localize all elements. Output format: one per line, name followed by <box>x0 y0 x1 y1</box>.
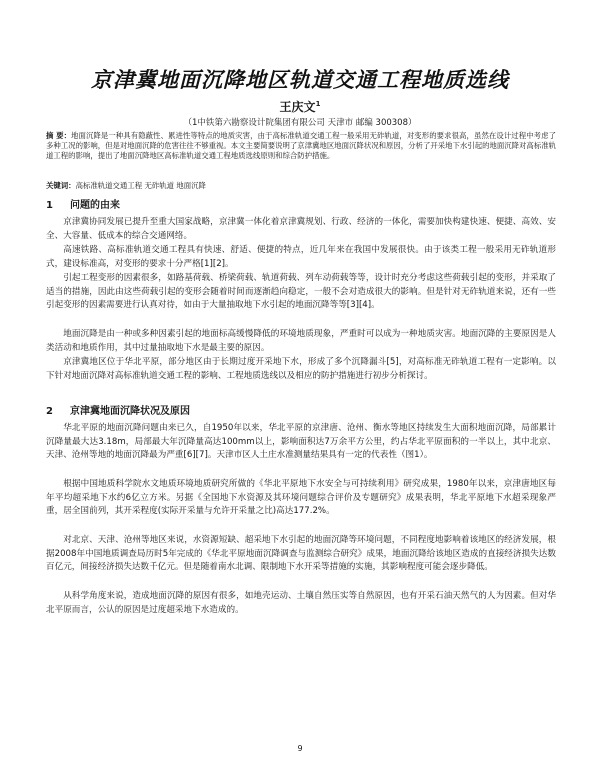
paragraph: 根据中国地质科学院水文地质环境地质研究所做的《华北平原地下水安全与可持续利用》研究成果，1980年以来，京津唐地区每年平均超采地下水约6亿立方米。另据《全国地下水资源及其环境问题综合评价及专题研究》成果表明，华北平原地下水超采现象严重，居全国前列，其开采程度(实际开采量与允许开采量之比)高达177.2%。 <box>46 479 556 517</box>
abstract-text: 地面沉降是一种具有隐蔽性、累进性等特点的地质灾害，由于高标准轨道交通工程一般采用无砟轨道，对变形的要求很高，虽然在设计过程中考虑了多种工况的影响，但是对地面沉降的危害往往不够重视。本文主要简要说明了京津冀地区地面沉降状况和原因，分析了开采地下水引起的地面沉降对高标准轨道工程的影响，提出了地面沉降地区高标准轨道交通工程地质选线原则和综合防护措施。 <box>46 131 556 160</box>
section-title: 京津冀地面沉降状况及原因 <box>70 406 190 417</box>
paragraph: 高速铁路、高标准轨道交通工程具有快速、舒适、便捷的特点，近几年来在我国中发展很快。由于该类工程一般采用无砟轨道形式，建设标准高，对变形的要求十分严格[1][2]。 <box>46 245 556 269</box>
section-heading-1 <box>46 199 556 213</box>
paper-title: 京津冀地面沉降地区轨道交通工程地质选线 <box>91 67 509 92</box>
keywords-text: 高标准轨道交通工程 无砟轨道 地面沉降 <box>75 181 206 190</box>
abstract <box>46 131 556 161</box>
paragraph: 京津冀协同发展已提升至重大国家战略，京津冀一体化着京津冀规划、行政、经济的一体化，需要加快构建快速、便捷、高效、安全、大容量、低成本的综合交通网络。 <box>46 217 556 241</box>
section-number: 2 <box>46 406 53 417</box>
author-name: 王庆文 <box>279 100 316 114</box>
author-superscript: 1 <box>315 100 321 108</box>
section-title: 问题的由来 <box>70 200 120 211</box>
author-line <box>0 98 600 115</box>
abstract-label: 摘 要： <box>46 131 72 140</box>
affiliation: （1中铁第六勘察设计院集团有限公司 天津市 邮编 300308） <box>183 118 417 128</box>
paragraph: 引起工程变形的因素很多，如路基荷载、桥梁荷载、轨道荷载、列车动荷载等等，设计时充分考虑这些荷载引起的变形，并采取了适当的措施，因此由这些荷载引起的变形会随着时间而逐渐趋向稳定，一般不会对造成很大的影响。但是针对无砟轨道来说，还有一些引起变形的因素需要进行认真对待，如由于大量抽取地下水引起的地面沉降等等[3][4]。 <box>46 273 556 311</box>
section-number: 1 <box>46 200 53 211</box>
page-number: 9 <box>297 744 303 753</box>
paragraph: 京津冀地区位于华北平原，部分地区由于长期过度开采地下水，形成了多个沉降漏斗[5]，对高标准无砟轨道工程有一定影响。以下针对地面沉降对高标准轨道交通工程的影响、工程地质选线以及相应的防护措施进行初步分析探讨。 <box>46 357 556 381</box>
paragraph: 从科学角度来说，造成地面沉降的原因有很多，如地壳运动、土壤自然压实等自然原因，也有开采石油天然气的人为因素。但对华北平原而言，公认的原因是过度超采地下水造成的。 <box>46 591 556 615</box>
paragraph: 对北京、天津、沧州等地区来说，水资源短缺、超采地下水引起的地面沉降等环境问题，不同程度地影响着该地区的经济发展，根据2008年中国地质调查局历时5年完成的《华北平原地面沉降调查与监测综合研究》成果，地面沉降给该地区造成的直接经济损失达数百亿元，间接经济损失达数千亿元。但是随着南水北调、限制地下水开采等措施的实施，其影响程度可能会逐步降低。 <box>46 535 556 573</box>
keywords-label: 关键词： <box>46 181 76 190</box>
keywords <box>46 181 556 191</box>
paragraph: 华北平原的地面沉降问题由来已久，自1950年以来，华北平原的京津唐、沧州、衡水等地区持续发生大面积地面沉降，局部累计沉降量最大达3.18m，局部最大年沉降量高达100mm以上，影响面积达7万余平方公里，约占华北平原面积的一半以上，其中北京、天津、沧州等地的地面沉降最为严重[6][7]。天津市区人土庄水准测量结果具有一定的代表性（图1）。 <box>46 423 556 461</box>
section-heading-2 <box>46 405 556 419</box>
paragraph: 地面沉降是由一种或多种因素引起的地面标高缓慢降低的环境地质现象，严重时可以成为一种地质灾害。地面沉降的主要原因是人类活动和地质作用，其中过量抽取地下水是最主要的原因。 <box>46 329 556 353</box>
